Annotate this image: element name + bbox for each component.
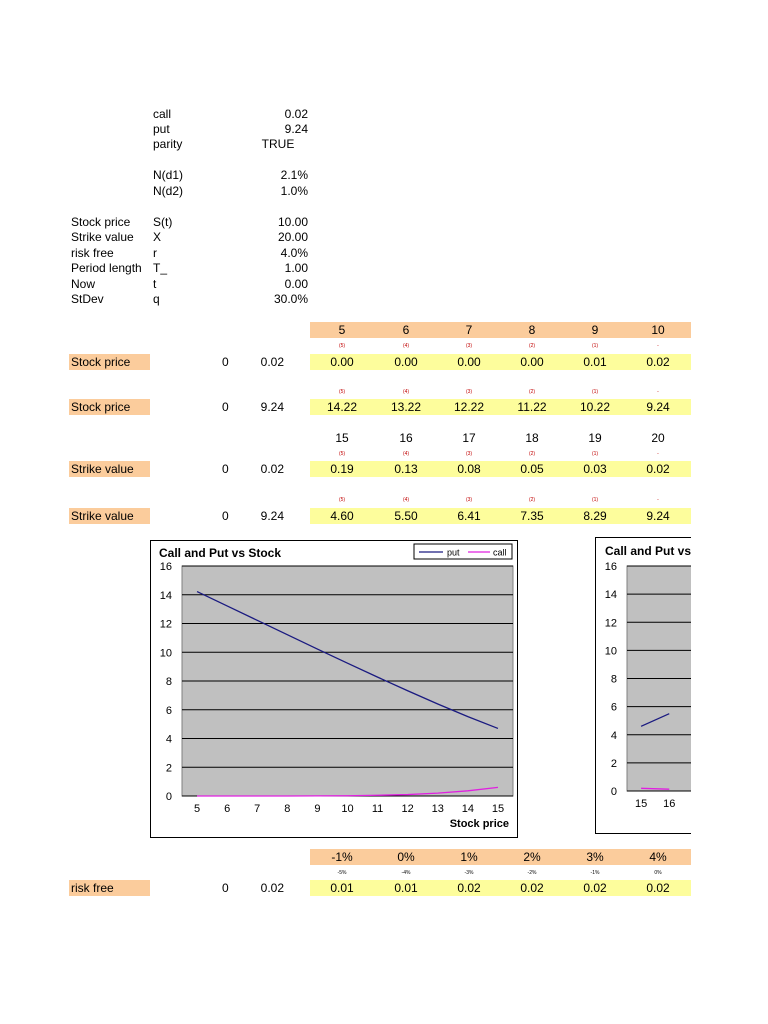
index-cell: (5) (338, 389, 346, 395)
y-tick-label: 4 (165, 733, 172, 746)
index-cell: -4% (401, 870, 411, 876)
row-zero: 0 (222, 462, 229, 476)
summary-value: 9.24 (284, 122, 308, 136)
value-cell: 0.00 (520, 355, 544, 369)
chart-clip-region (595, 537, 691, 834)
index-cell: (1) (591, 389, 599, 395)
index-cell: 0% (654, 870, 662, 876)
row-label: risk free (71, 881, 114, 895)
index-cell: (4) (402, 497, 410, 503)
legend-put-label: put (447, 547, 460, 558)
index-cell: (3) (465, 343, 473, 349)
x-tick-label: 11 (371, 803, 384, 815)
y-tick-label: 10 (604, 645, 617, 658)
header-cell: 15 (335, 431, 349, 445)
value-cell: 0.00 (394, 355, 418, 369)
param-name: risk free (71, 245, 114, 260)
index-cell: -2% (527, 870, 537, 876)
param-symbol: S(t) (153, 215, 173, 229)
index-cell: (5) (338, 497, 346, 503)
x-tick-label: 15 (634, 798, 648, 810)
value-cell: 0.08 (457, 462, 481, 476)
value-cell: 0.02 (646, 881, 670, 895)
header-cell: 6 (402, 323, 410, 337)
row-zero: 0 (222, 509, 229, 523)
value-cell: 5.50 (394, 509, 418, 523)
value-cell: 0.13 (394, 462, 418, 476)
value-cell: 9.24 (646, 509, 670, 523)
value-cell: 0.01 (583, 355, 607, 369)
index-cell: (3) (465, 389, 473, 395)
index-cell: (2) (528, 497, 536, 503)
value-cell: 0.00 (330, 355, 354, 369)
value-cell: 11.22 (517, 400, 547, 414)
value-cell: 0.19 (330, 462, 354, 476)
row-zero: 0 (222, 400, 229, 414)
value-cell: 0.02 (457, 881, 481, 895)
x-tick-label: 15 (491, 803, 505, 815)
param-symbol: T_ (153, 261, 168, 276)
param-name: Strike value (71, 230, 134, 245)
row-base: 0.02 (260, 462, 284, 476)
index-cell: (2) (528, 343, 536, 349)
header-cell: 7 (465, 323, 473, 337)
y-tick-label: 14 (604, 589, 617, 602)
value-cell: 12.22 (453, 400, 485, 414)
nd-label: N(d1) (153, 168, 184, 182)
y-tick-label: 8 (610, 673, 617, 686)
header-cell: -1% (331, 850, 353, 864)
row-label: Strike value (71, 509, 134, 523)
legend-call-label: call (493, 547, 507, 558)
row-zero: 0 (222, 881, 229, 895)
x-tick-label: 7 (254, 803, 261, 815)
index-cell: (3) (465, 451, 473, 457)
value-cell: 0.05 (520, 462, 544, 476)
y-tick-label: 6 (165, 704, 172, 717)
param-value: 0.00 (284, 276, 308, 291)
x-tick-label: 13 (431, 803, 444, 815)
y-tick-label: 0 (610, 786, 617, 798)
index-cell: (1) (591, 497, 599, 503)
header-cell: 4% (649, 850, 667, 864)
value-cell: 13.22 (390, 400, 422, 414)
index-cell: (4) (402, 343, 410, 349)
y-tick-label: 8 (165, 676, 172, 688)
row-base: 0.02 (260, 881, 284, 895)
x-tick-label: 5 (193, 803, 201, 815)
param-value: 30.0% (273, 292, 308, 306)
y-tick-label: 10 (159, 647, 172, 660)
index-cell: (1) (591, 343, 599, 349)
chart-svg (151, 541, 517, 837)
value-cell: 8.29 (583, 509, 607, 523)
param-name: Now (71, 276, 96, 291)
y-tick-label: 12 (604, 617, 617, 630)
y-tick-label: 0 (165, 791, 172, 803)
nd-value: 1.0% (280, 184, 308, 198)
summary-label: call (153, 107, 172, 121)
y-tick-label: 6 (610, 701, 617, 714)
x-tick-label: 12 (401, 803, 414, 815)
chart-call-put-vs-strike (595, 537, 691, 834)
header-cell: 9 (591, 323, 599, 337)
index-cell: (2) (528, 451, 536, 457)
nd-label: N(d2) (153, 184, 184, 198)
summary-label: parity (153, 137, 183, 151)
value-cell: 4.60 (330, 509, 354, 523)
y-tick-label: 14 (159, 589, 172, 602)
row-label: Stock price (71, 400, 131, 414)
header-cell: 8 (528, 323, 536, 337)
index-cell: (5) (338, 343, 346, 349)
param-name: Stock price (71, 215, 131, 229)
x-tick-label: 10 (341, 803, 354, 815)
param-symbol: r (153, 245, 157, 260)
param-symbol: q (153, 292, 160, 306)
header-cell: 18 (525, 431, 539, 445)
index-cell: (3) (465, 497, 473, 503)
index-cell: (2) (528, 389, 536, 395)
value-cell: 0.01 (394, 881, 418, 895)
row-label: Stock price (71, 355, 131, 369)
header-cell: 2% (523, 850, 541, 864)
nd-value: 2.1% (280, 168, 308, 182)
param-value: 4.0% (280, 245, 308, 260)
index-cell: (5) (338, 451, 346, 457)
header-cell: 5 (338, 323, 346, 337)
header-cell: 10 (651, 323, 665, 337)
param-name: Period length (71, 261, 142, 276)
header-cell: 1% (460, 850, 478, 864)
param-symbol: X (153, 230, 162, 245)
y-tick-label: 16 (159, 561, 172, 573)
value-cell: 0.03 (583, 462, 607, 476)
index-cell: - (657, 451, 659, 457)
x-axis-label: Stock price (449, 818, 509, 830)
param-name: StDev (71, 292, 104, 306)
value-cell: 10.22 (579, 400, 611, 414)
value-cell: 0.01 (330, 881, 354, 895)
value-cell: 7.35 (520, 509, 544, 523)
y-tick-label: 12 (159, 618, 172, 631)
row-zero: 0 (222, 355, 229, 369)
x-tick-label: 16 (663, 798, 676, 810)
x-tick-label: 8 (284, 803, 291, 815)
summary-value: 0.02 (284, 107, 308, 121)
chart-call-put-vs-stock (150, 540, 518, 838)
param-symbol: t (153, 276, 157, 291)
value-cell: 0.00 (457, 355, 481, 369)
x-tick-label: 9 (314, 803, 321, 815)
summary-label: put (153, 122, 170, 136)
header-cell: 0% (397, 850, 415, 864)
row-base: 9.24 (260, 400, 284, 414)
value-cell: 0.02 (646, 462, 670, 476)
value-cell: 9.24 (646, 400, 670, 414)
row-base: 9.24 (260, 509, 284, 523)
param-value: 1.00 (284, 261, 308, 276)
index-cell: (4) (402, 451, 410, 457)
y-tick-label: 2 (610, 757, 617, 770)
row-label: Strike value (71, 462, 134, 476)
header-cell: 17 (462, 431, 476, 445)
value-cell: 14.22 (326, 400, 358, 414)
index-cell: (4) (402, 389, 410, 395)
x-tick-label: 14 (461, 803, 474, 815)
chart-svg-2 (596, 538, 691, 833)
header-cell: 16 (399, 431, 413, 445)
summary-value: TRUE (261, 137, 295, 151)
index-cell: -5% (337, 870, 347, 876)
value-cell: 0.02 (583, 881, 607, 895)
value-cell: 0.02 (646, 355, 670, 369)
index-cell: -3% (464, 870, 474, 876)
index-cell: - (657, 389, 659, 395)
chart-title: Call and Put vs Stock (159, 546, 282, 560)
value-cell: 0.02 (520, 881, 544, 895)
series-line-series-1 (641, 788, 669, 789)
header-cell: 20 (651, 431, 665, 445)
index-cell: -1% (590, 870, 600, 876)
row-base: 0.02 (260, 355, 284, 369)
value-cell: 6.41 (457, 509, 481, 523)
y-tick-label: 4 (610, 729, 617, 742)
header-cell: 19 (588, 431, 602, 445)
param-value: 20.00 (277, 230, 308, 245)
header-cell: 3% (586, 850, 604, 864)
index-cell: - (657, 343, 659, 349)
chart-title-2: Call and Put vs (605, 544, 691, 558)
param-value: 10.00 (277, 215, 308, 229)
index-cell: - (657, 497, 659, 503)
x-tick-label: 6 (224, 803, 231, 815)
y-tick-label: 16 (604, 561, 617, 573)
index-cell: (1) (591, 451, 599, 457)
y-tick-label: 2 (165, 762, 172, 775)
